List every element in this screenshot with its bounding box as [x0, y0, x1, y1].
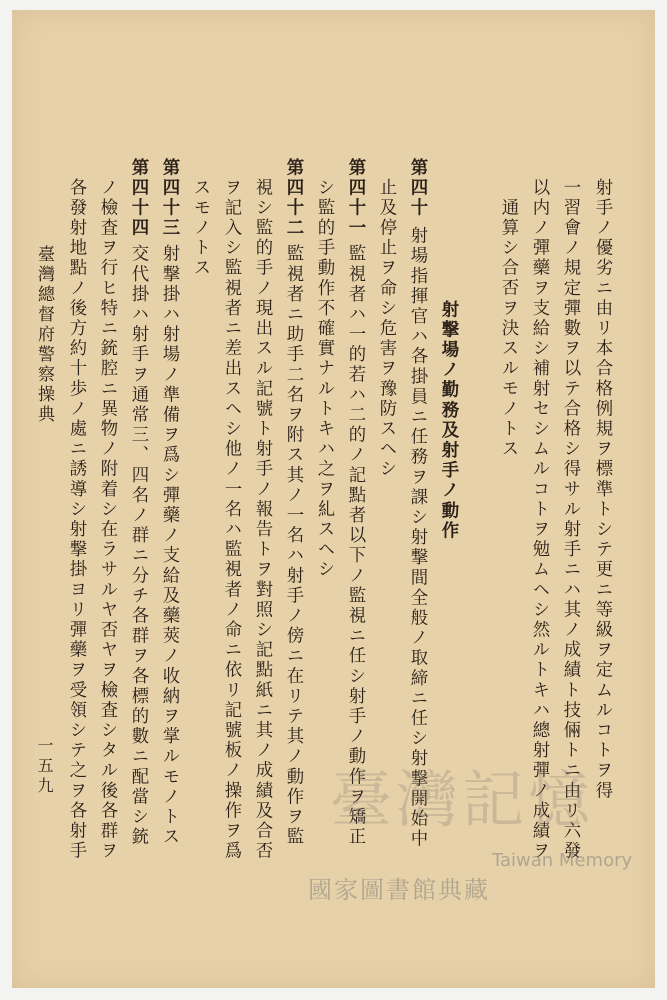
document-page: [12, 10, 655, 988]
article-41: 第四十一監視者ハ一的若ハ二的ノ記點者以下ノ監視ニ任シ射手ノ動作ヲ矯正: [345, 158, 365, 848]
page-number: 一五九: [35, 737, 54, 797]
watermark-logo-text: 臺灣記憶: [330, 763, 595, 836]
article-label: 第四十: [407, 158, 427, 219]
text-column-4: 通算シ合否ヲ決スルモノトス: [498, 198, 518, 460]
text-column-2: 一習會ノ規定彈數ヲ以テ合格シ得サル射手ニハ其ノ成績ト技倆トニ由リ六發: [560, 178, 580, 862]
text-column-16: ノ檢査ヲ行ヒ特ニ銃腔ニ異物ノ附着シ在ラサルヤ否ヤヲ檢査シタル後各群ヲ: [97, 178, 117, 862]
text-column-7: 止及停止ヲ命シ危害ヲ豫防スヘシ: [376, 178, 396, 480]
text-column-12: ヲ記入シ監視者ニ差出スヘシ他ノ一名ハ監視者ノ命ニ依リ記號板ノ操作ヲ爲: [221, 178, 241, 862]
section-heading: 射撃場ノ勤務及射手ノ動作: [438, 300, 458, 542]
text-column-1: 射手ノ優劣ニ由リ本合格例規ヲ標準トシテ更ニ等級ヲ定ムルコトヲ得: [592, 178, 612, 802]
article-label: 第四十四: [128, 158, 148, 239]
article-label: 第四十三: [159, 158, 179, 239]
article-label: 第四十一: [345, 158, 365, 239]
article-43: 第四十三射撃掛ハ射場ノ準備ヲ爲シ彈藥ノ支給及藥莢ノ收納ヲ掌ルモノトス: [159, 158, 179, 848]
watermark-english: Taiwan Memory: [492, 850, 633, 871]
book-title-footer: 臺灣總督府警察操典: [34, 245, 54, 425]
text-column-3: 以内ノ彈藥ヲ支給シ補射セシムルコトヲ勉ムヘシ然ルトキハ總射彈ノ成績ヲ: [529, 178, 549, 862]
article-label: 第四十二: [283, 158, 303, 239]
article-42: 第四十二監視者ニ助手二名ヲ附ス其ノ一名ハ射手ノ傍ニ在リテ其ノ動作ヲ監: [283, 158, 303, 848]
article-44: 第四十四交代掛ハ射手ヲ通常三、四名ノ群ニ分チ各群ヲ各標的數ニ配當シ銃: [128, 158, 148, 848]
text-column-11: 視シ監的手ノ現出スル記號ト射手ノ報告トヲ對照シ記點紙ニ其ノ成績及合否: [252, 178, 272, 862]
text-column-13: スモノトス: [190, 178, 210, 279]
article-40: 第四十射場指揮官ハ各掛員ニ任務ヲ課シ射撃間全般ノ取締ニ任シ射撃開始中: [407, 158, 427, 850]
watermark-library: 國家圖書館典藏: [308, 876, 490, 904]
text-column-9: シ監的手動作不確實ナルトキハ之ヲ糺スヘシ: [314, 178, 334, 580]
text-column-17: 各發射地點ノ後方約十歩ノ處ニ誘導シ射撃掛ヨリ彈藥ヲ受領シテ之ヲ各射手: [66, 178, 86, 862]
